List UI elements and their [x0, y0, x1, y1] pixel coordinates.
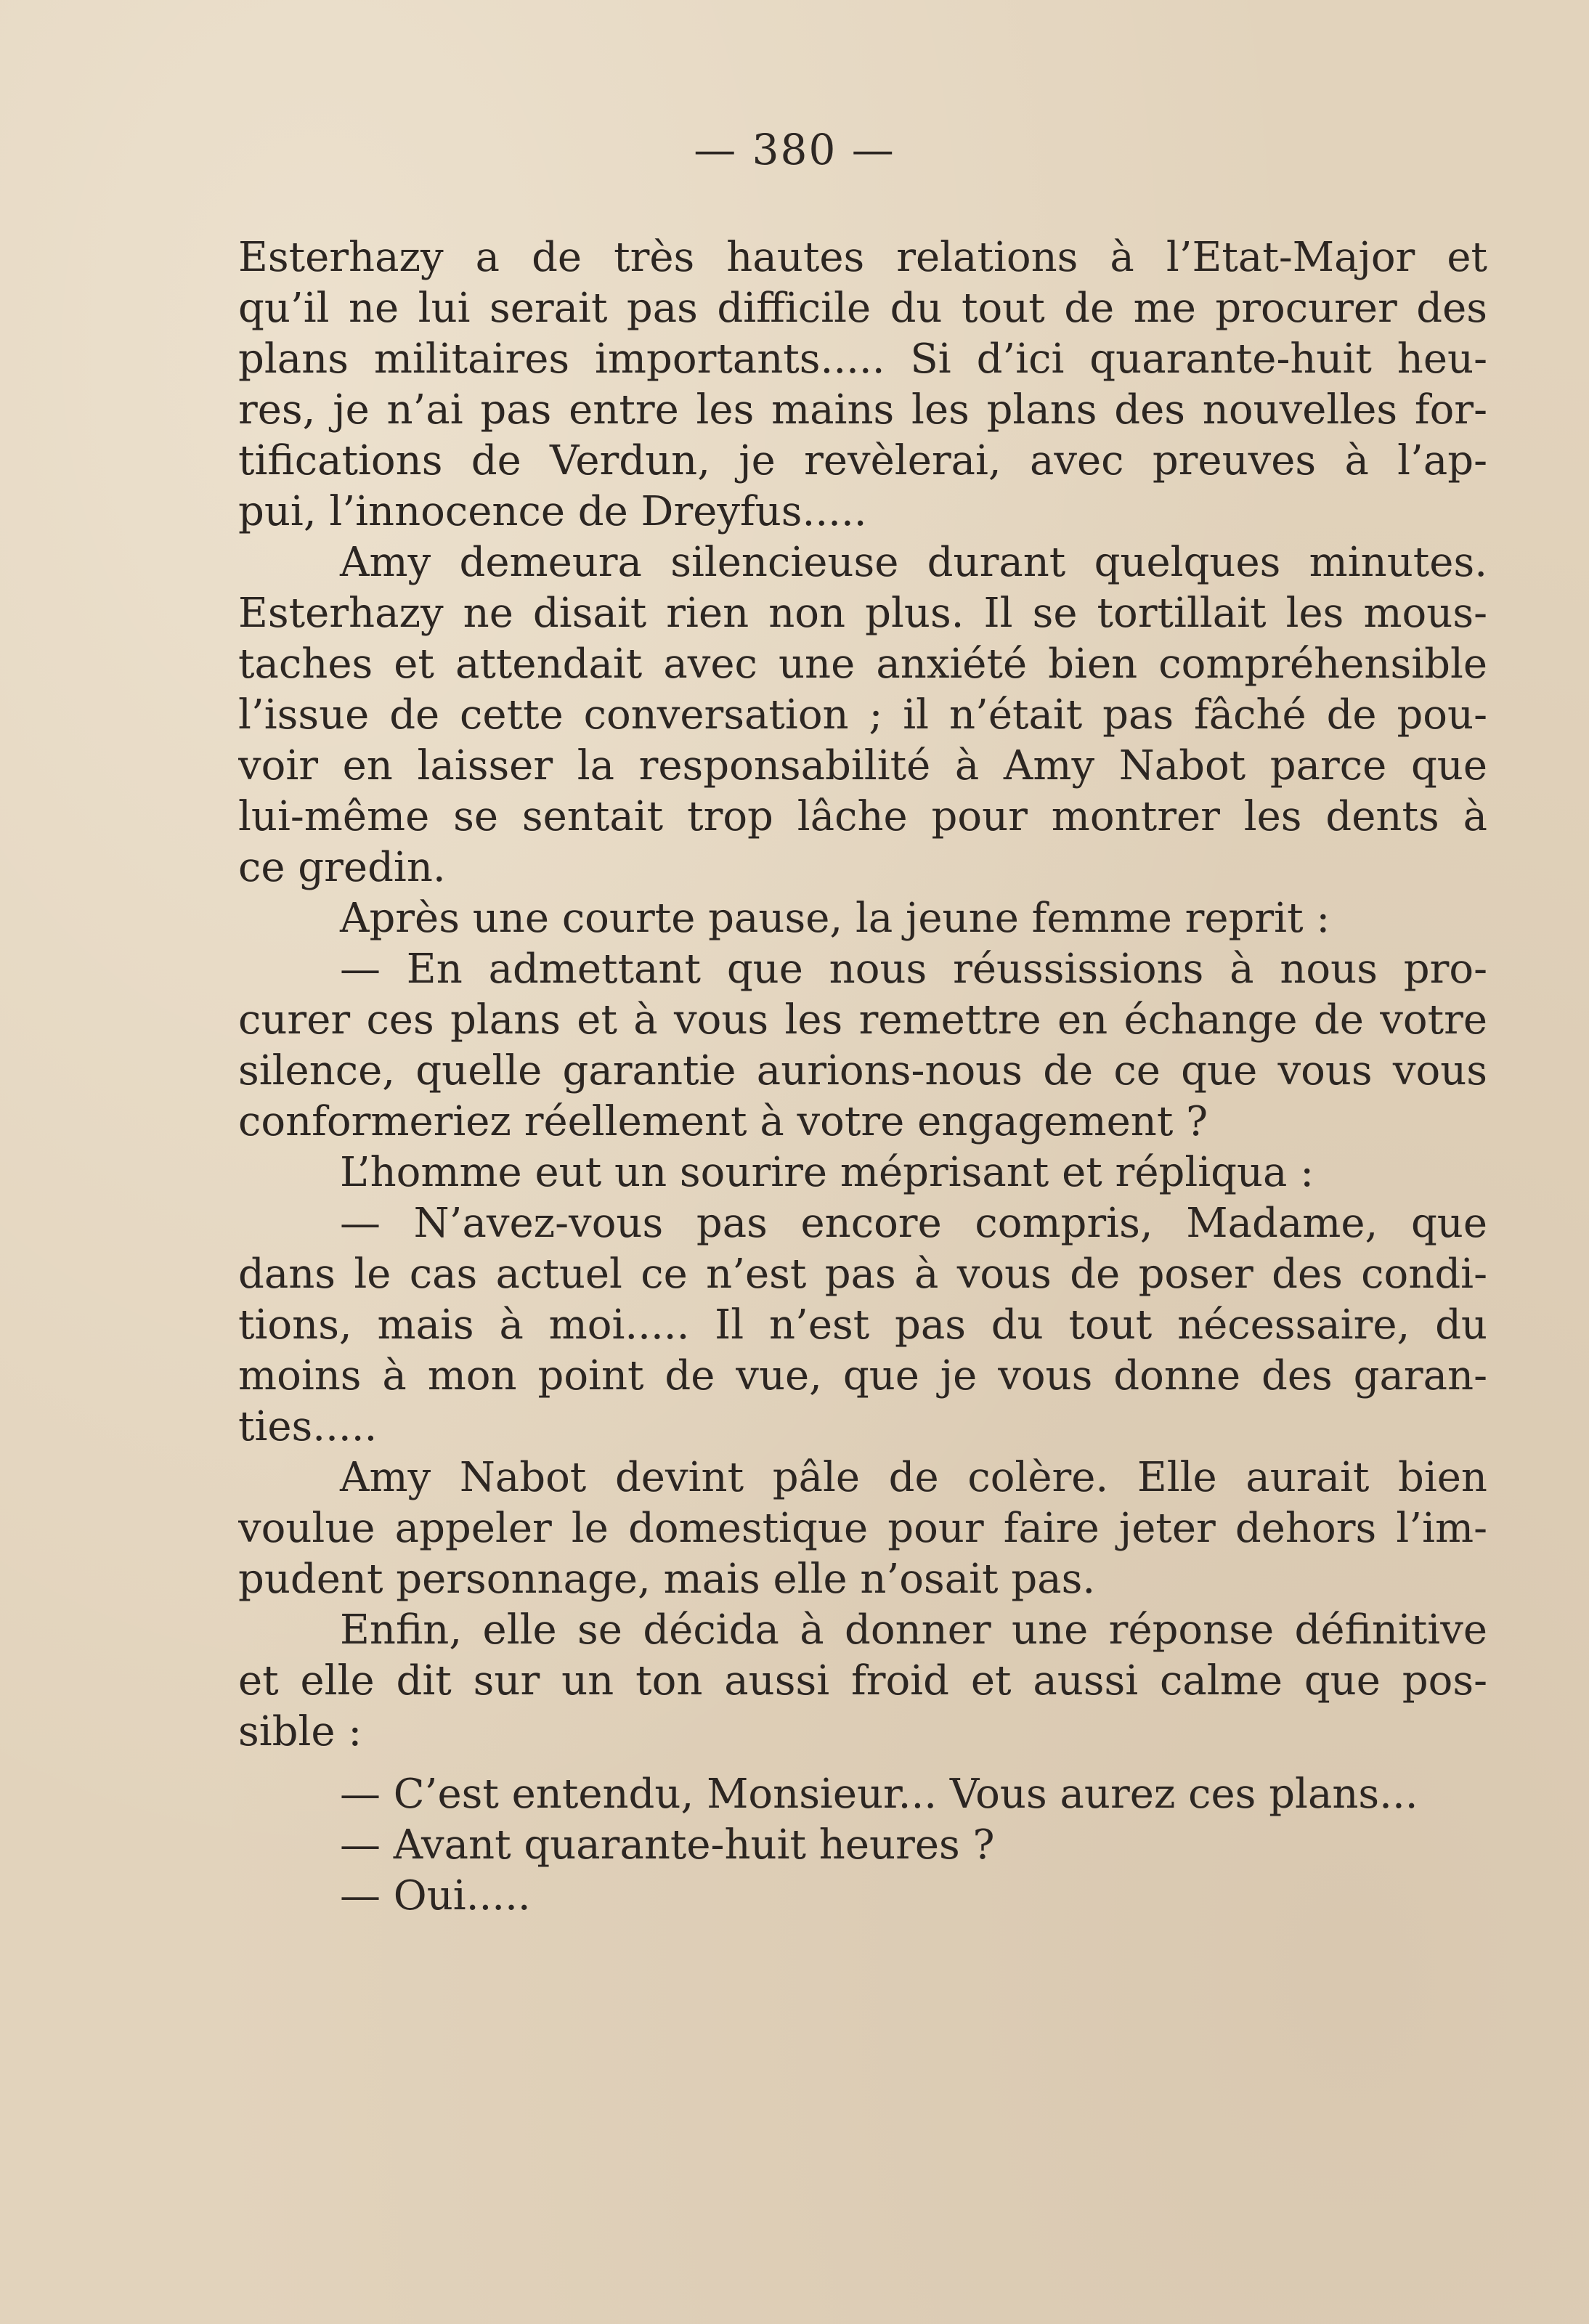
text-line: conformeriez réellement à votre engagement ? [238, 1098, 1208, 1145]
text-line: tifications de Verdun, je revèlerai, avec preuves à l’ap- [238, 437, 1487, 484]
text-line: — En admettant que nous réussissions à nous pro- [340, 946, 1487, 993]
text-line: ties..... [238, 1403, 378, 1450]
text-line: lui-même se sentait trop lâche pour montrer les dents à [238, 793, 1487, 840]
text-line: ce gredin. [238, 844, 446, 891]
text-line: taches et attendait avec une anxiété bien compréhensible [238, 641, 1487, 688]
text-line: et elle dit sur un ton aussi froid et aussi calme que pos- [238, 1657, 1487, 1705]
text-line: Amy Nabot devint pâle de colère. Elle aurait bien [340, 1454, 1487, 1501]
text-line: Après une courte pause, la jeune femme reprit : [340, 895, 1330, 942]
text-line: sible : [238, 1708, 362, 1755]
text-line: voulue appeler le domestique pour faire jeter dehors l’im- [238, 1505, 1487, 1552]
text-line: res, je n’ai pas entre les mains les plans des nouvelles for- [238, 386, 1487, 434]
text-line: Esterhazy a de très hautes relations à l’Etat-Major et [238, 234, 1487, 281]
text-line: dans le cas actuel ce n’est pas à vous de poser des condi- [238, 1251, 1487, 1298]
text-line: curer ces plans et à vous les remettre en échange de votre [238, 996, 1487, 1044]
text-line: — N’avez-vous pas encore compris, Madame, que [340, 1200, 1487, 1247]
body-text [238, 232, 1487, 1922]
text-line: plans militaires importants..... Si d’ici quarante-huit heu- [238, 336, 1487, 383]
page-number: — 380 — [694, 125, 895, 174]
text-line: pui, l’innocence de Dreyfus..... [238, 488, 867, 535]
text-line: Esterhazy ne disait rien non plus. Il se tortillait les mous- [238, 590, 1487, 637]
text-line: tions, mais à moi..... Il n’est pas du tout nécessaire, du [238, 1301, 1487, 1349]
text-line: qu’il ne lui serait pas difficile du tout de me procurer des [238, 285, 1487, 332]
text-line: pudent personnage, mais elle n’osait pas. [238, 1556, 1096, 1603]
text-line: Amy demeura silencieuse durant quelques minutes. [340, 539, 1487, 586]
text-line: voir en laisser la responsabilité à Amy Nabot parce que [238, 742, 1487, 789]
text-line: — Avant quarante-huit heures ? [340, 1821, 995, 1869]
text-line: Enfin, elle se décida à donner une réponse définitive [340, 1606, 1487, 1654]
text-line: — Oui..... [340, 1872, 531, 1919]
text-line: moins à mon point de vue, que je vous donne des garan- [238, 1352, 1487, 1399]
text-line: — C’est entendu, Monsieur... Vous aurez ces plans... [340, 1771, 1418, 1818]
text-line: silence, quelle garantie aurions-nous de ce que vous vous [238, 1047, 1487, 1094]
text-line: l’issue de cette conversation ; il n’était pas fâché de pou- [238, 691, 1487, 739]
paragraph-gap [238, 1758, 1487, 1769]
text-line: L’homme eut un sourire méprisant et répliqua : [340, 1149, 1314, 1196]
